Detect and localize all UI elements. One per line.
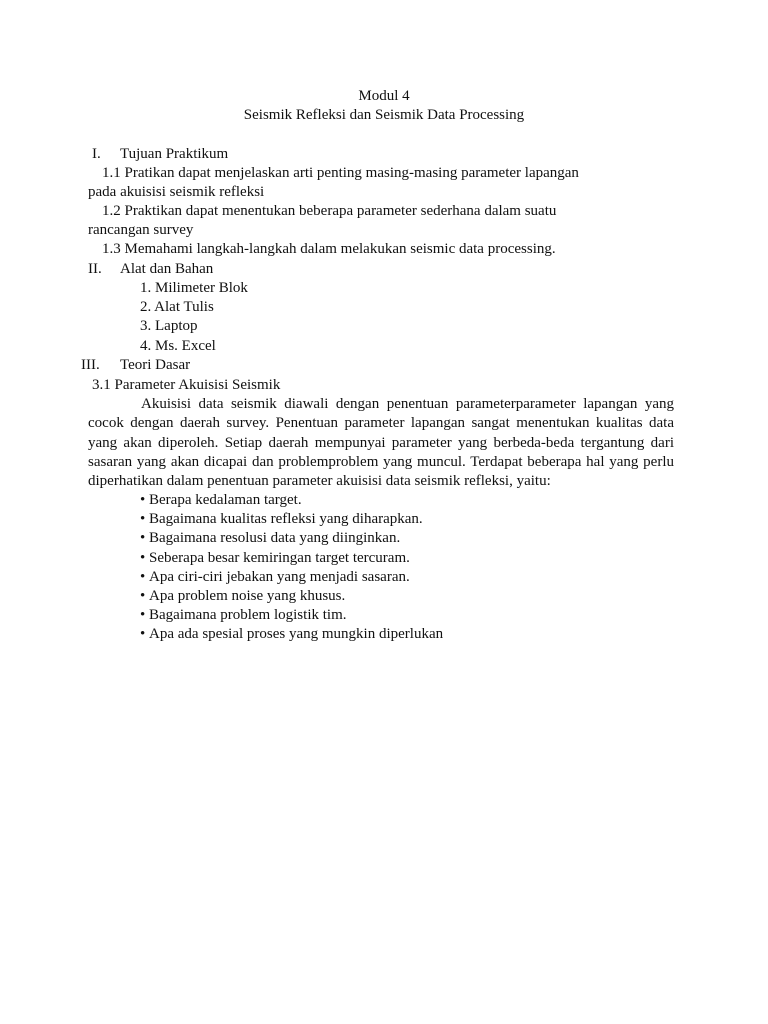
bullet-item: • Berapa kedalaman target. xyxy=(140,491,443,510)
section-1-numeral: I. xyxy=(92,146,101,162)
tool-item: 1. Milimeter Blok xyxy=(140,280,248,296)
bullet-item: • Seberapa besar kemiringan target tercuram. xyxy=(140,549,443,568)
module-title: Modul 4 xyxy=(358,88,410,104)
theory-paragraph: Akuisisi data seismik diawali dengan penentuan parameterparameter lapangan yang cocok dengan daerah survey. Penentuan parameter lapangan sangat menentukan kualitas data yang akan diperoleh. Setiap daerah mempunyai parameter yang berbeda-beda tergantung dari sasaran yang akan dicapai dan problemproblem yang muncul. Terdapat beberapa hal yang perlu diperhatikan dalam penentuan parameter akuisisi data seismik refleksi, yaitu: xyxy=(88,396,674,490)
bullet-item: • Bagaimana problem logistik tim. xyxy=(140,606,443,625)
section-3-heading: Teori Dasar xyxy=(120,357,191,373)
parameter-bullet-list xyxy=(140,491,443,645)
objective-1-1-line-1: 1.1 Pratikan dapat menjelaskan arti penting masing-masing parameter lapangan xyxy=(102,165,579,181)
section-1-heading: Tujuan Praktikum xyxy=(120,146,229,162)
bullet-item: • Bagaimana resolusi data yang diinginkan. xyxy=(140,529,443,548)
subsection-3-1-heading: 3.1 Parameter Akuisisi Seismik xyxy=(92,377,281,393)
bullet-item: • Apa ciri-ciri jebakan yang menjadi sasaran. xyxy=(140,568,443,587)
tool-item: 4. Ms. Excel xyxy=(140,337,216,354)
section-2-heading: Alat dan Bahan xyxy=(120,261,214,277)
objective-1-2-line-2: rancangan survey xyxy=(88,222,194,238)
tool-item: 2. Alat Tulis xyxy=(140,299,214,316)
section-2-numeral: II. xyxy=(88,261,102,277)
bullet-item: • Apa ada spesial proses yang mungkin diperlukan xyxy=(140,625,443,644)
tool-item: 3. Laptop xyxy=(140,318,198,335)
bullet-item: • Apa problem noise yang khusus. xyxy=(140,587,443,606)
bullet-item: • Bagaimana kualitas refleksi yang diharapkan. xyxy=(140,510,443,529)
objective-1-2-line-1: 1.2 Praktikan dapat menentukan beberapa parameter sederhana dalam suatu xyxy=(102,203,557,219)
section-3-numeral: III. xyxy=(81,357,100,373)
objective-1-3: 1.3 Memahami langkah-langkah dalam melakukan seismic data processing. xyxy=(102,241,556,257)
objective-1-1-line-2: pada akuisisi seismik refleksi xyxy=(88,184,265,200)
tools-list xyxy=(140,279,248,356)
module-subtitle: Seismik Refleksi dan Seismik Data Processing xyxy=(243,107,525,123)
